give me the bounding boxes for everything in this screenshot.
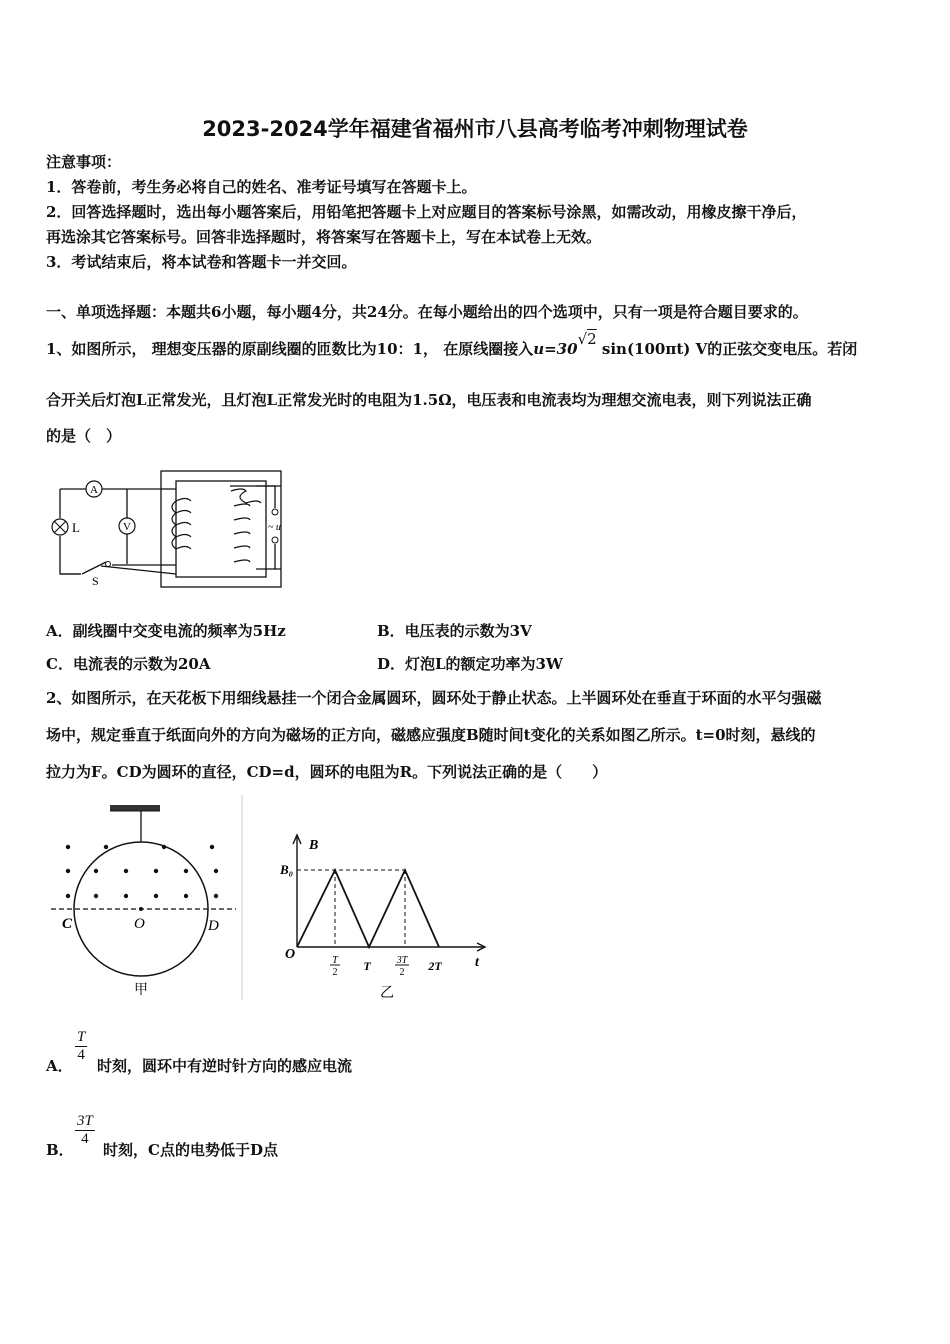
q2-option-a-fraction: $\frac{T}{4}$ bbox=[77, 1029, 86, 1063]
q1-line3: 的是（ ） bbox=[46, 427, 122, 445]
section-heading: 一、单项选择题：本题共6小题，每小题4分，共24分。在每小题给出的四个选项中，只有一项是符合题目要求的。 bbox=[46, 303, 808, 321]
q1-line1: 1、如图所示， 理想变压器的原副线圈的匝数比为10：1， 在原线圈接入u=30√2 sin(100πt) V的正弦交变电压。若闭 bbox=[46, 330, 858, 358]
q1-option-b: B．电压表的示数为3V bbox=[377, 622, 532, 640]
q2-option-b-fraction: $\frac{3T}{4}$ bbox=[77, 1113, 93, 1147]
axis-t-label: t bbox=[475, 955, 479, 970]
point-c-label: C bbox=[62, 916, 73, 932]
ring-figure-jia bbox=[46, 795, 246, 1003]
b0-label: B₀ bbox=[280, 862, 294, 877]
terminal-icon bbox=[272, 509, 278, 515]
notice-item-1: 1．答卷前，考生务必将自己的姓名、准考证号填写在答题卡上。 bbox=[46, 178, 477, 196]
tick-t: T bbox=[363, 959, 371, 973]
axis-b-label: B bbox=[309, 838, 319, 853]
notice-item-2: 2．回答选择题时，选出每小题答案后，用铅笔把答题卡上对应题目的答案标号涂黑，如需改动，用橡皮擦干净后， bbox=[46, 203, 807, 221]
q2-option-a-prefix: A． bbox=[46, 1057, 73, 1075]
q2-option-b-text: 时刻，C点的电势低于D点 bbox=[103, 1141, 278, 1159]
terminal-icon bbox=[272, 537, 278, 543]
switch-label: S bbox=[92, 574, 99, 588]
q1-line2: 合开关后灯泡L正常发光，且灯泡L正常发光时的电阻为1.5Ω，电压表和电流表均为理想交流电表，则下列说法正确 bbox=[46, 391, 812, 409]
voltmeter-label: V bbox=[123, 521, 131, 533]
figure-caption-yi: 乙 bbox=[380, 986, 394, 1001]
q1-option-c: C．电流表的示数为20A bbox=[46, 655, 211, 673]
tick-2t: 2T bbox=[428, 959, 442, 973]
q2-line1: 2、如图所示，在天花板下用细线悬挂一个闭合金属圆环，圆环处于静止状态。上半圆环处在垂直于环面的水平匀强磁 bbox=[46, 689, 822, 707]
source-label: ~ u bbox=[268, 522, 281, 533]
q2-option-a-text: 时刻，圆环中有逆时针方向的感应电流 bbox=[97, 1057, 353, 1075]
tick-t-half: T bbox=[332, 955, 338, 966]
figure-caption-jia: 甲 bbox=[134, 983, 148, 998]
tick-3t-half-den: 2 bbox=[399, 967, 405, 978]
q2-line3: 拉力为F。CD为圆环的直径，CD=d，圆环的电阻为R。下列说法正确的是（ ） bbox=[46, 763, 608, 781]
origin-label: O bbox=[285, 947, 296, 962]
notice-item-2-cont: 再选涂其它答案标号。回答非选择题时，将答案写在答题卡上，写在本试卷上无效。 bbox=[46, 228, 602, 246]
point-o-label: O bbox=[134, 916, 145, 932]
tick-3t-half: 3T bbox=[396, 955, 408, 966]
page-title: 2023-2024学年福建省福州市八县高考临考冲刺物理试卷 bbox=[202, 117, 748, 141]
lamp-label: L bbox=[72, 520, 80, 535]
q1-option-d: D．灯泡L的额定功率为3W bbox=[377, 655, 563, 673]
ammeter-label: A bbox=[90, 484, 98, 496]
tick-t-half-den: 2 bbox=[332, 967, 338, 978]
transformer-circuit-figure bbox=[46, 466, 296, 590]
notice-heading: 注意事项： bbox=[46, 153, 122, 171]
b-t-graph-yi bbox=[275, 825, 495, 1005]
q2-option-b-prefix: B． bbox=[46, 1141, 74, 1159]
point-d-label: D bbox=[208, 918, 219, 934]
q1-option-a: A．副线圈中交变电流的频率为5Hz bbox=[46, 622, 286, 640]
notice-item-3: 3．考试结束后，将本试卷和答题卡一并交回。 bbox=[46, 253, 357, 271]
q2-line2: 场中，规定垂直于纸面向外的方向为磁场的正方向，磁感应强度B随时间t变化的关系如图乙所示。t=0时刻，悬线的 bbox=[46, 726, 816, 744]
